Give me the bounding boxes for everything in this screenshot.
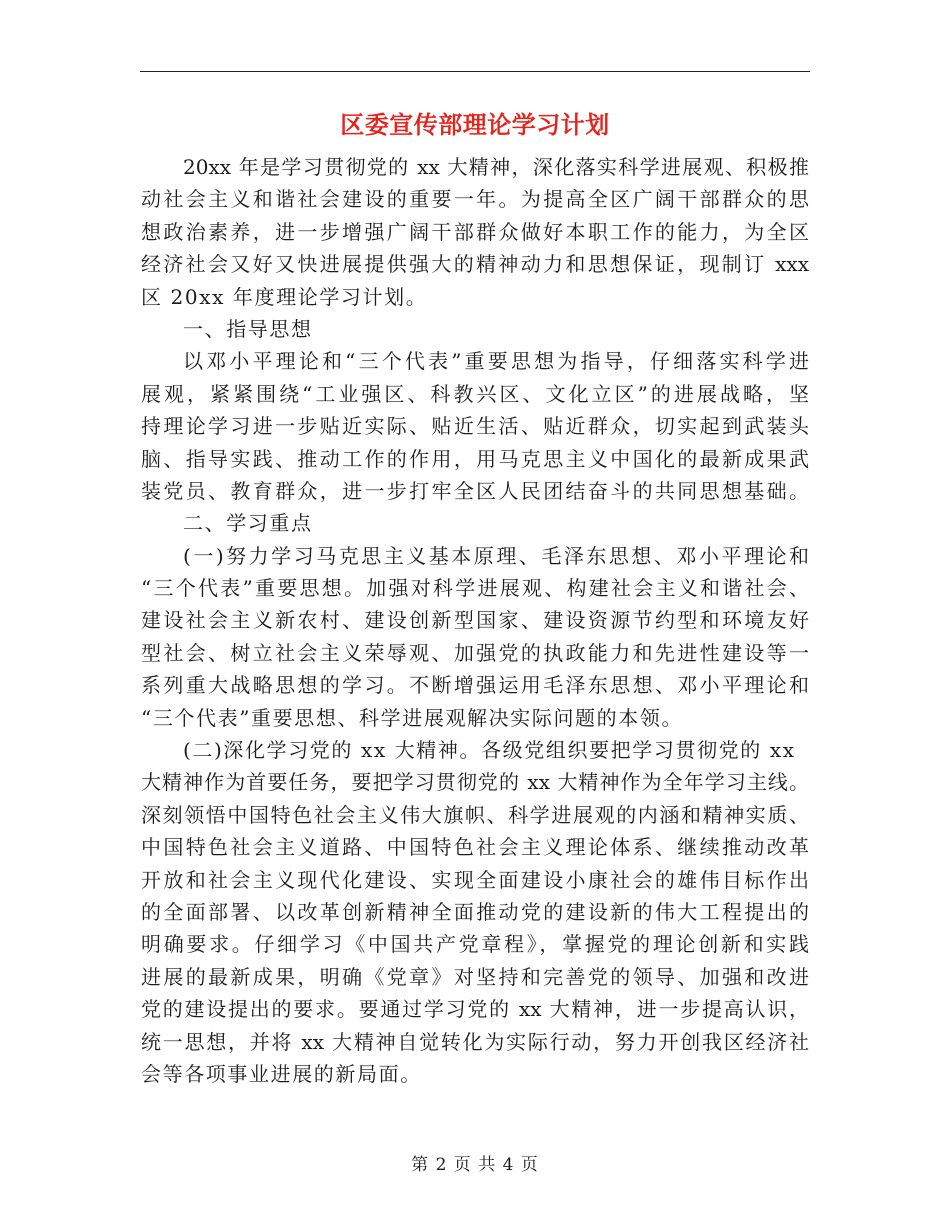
body-line: 展观，紧紧围绕“工业强区、科教兴区、文化立区”的进展战略，坚 [141, 381, 809, 406]
body-line: 统一思想，并将 xx 大精神自觉转化为实际行动，努力开创我区经济社 [141, 1029, 809, 1054]
body-line: 装党员、教育群众，进一步打牢全区人民团结奋斗的共同思想基础。 [141, 478, 809, 503]
body-line: 深刻领悟中国特色社会主义伟大旗帜、科学进展观的内涵和精神实质、 [141, 802, 809, 827]
document-title: 区委宣传部理论学习计划 [340, 110, 610, 139]
body-line: (一)努力学习马克思主义基本原理、毛泽东思想、邓小平理论和 [183, 543, 809, 568]
body-line: 系列重大战略思想的学习。不断增强运用毛泽东思想、邓小平理论和 [141, 673, 809, 698]
body-line: (二)深化学习党的 xx 大精神。各级党组织要把学习贯彻党的 xx [183, 738, 796, 763]
body-line: 经济社会又好又快进展提供强大的精神动力和思想保证，现制订 xxx [141, 252, 809, 277]
paragraph-guiding-thought [141, 345, 809, 507]
body-line: 明确要求。仔细学习《中国共产党章程》，掌握党的理论创新和实践 [141, 932, 809, 957]
paragraph-intro [141, 151, 809, 313]
document-body [141, 151, 809, 1090]
body-line: 党的建设提出的要求。要通过学习党的 xx 大精神，进一步提高认识， [141, 997, 809, 1022]
paragraph-focus-one [141, 540, 809, 734]
body-line: 动社会主义和谐社会建设的重要一年。为提高全区广阔干部群众的思 [141, 187, 809, 212]
body-line: 会等各项事业进展的新局面。 [141, 1061, 422, 1086]
body-line: 区 20xx 年度理论学习计划。 [141, 284, 428, 309]
body-line: 持理论学习进一步贴近实际、贴近生活、贴近群众，切实起到武装头 [141, 414, 809, 439]
section-heading-text: 二、学习重点 [183, 511, 313, 536]
body-line: 开放和社会主义现代化建设、实现全面建设小康社会的雄伟目标作出 [141, 867, 809, 892]
body-line: 的全面部署、以改革创新精神全面推动党的建设新的伟大工程提出的 [141, 899, 809, 924]
section-heading-text: 一、指导思想 [183, 316, 313, 341]
body-line: 20xx 年是学习贯彻党的 xx 大精神，深化落实科学进展观、积极推 [183, 155, 809, 179]
section-heading [141, 507, 809, 539]
body-line: 进展的最新成果，明确《党章》对坚持和完善党的领导、加强和改进 [141, 964, 809, 989]
page-number-footer: 第 2 页 共 4 页 [411, 1155, 539, 1175]
body-line: 想政治素养，进一步增强广阔干部群众做好本职工作的能力，为全区 [141, 219, 809, 244]
header-rule [140, 71, 810, 72]
body-line: 中国特色社会主义道路、中国特色社会主义理论体系、继续推动改革 [141, 835, 809, 860]
body-line: 大精神作为首要任务，要把学习贯彻党的 xx 大精神作为全年学习主线。 [141, 770, 809, 795]
body-line: “三个代表”重要思想。加强对科学进展观、构建社会主义和谐社会、 [141, 576, 809, 601]
body-line: 建设社会主义新农村、建设创新型国家、建设资源节约型和环境友好 [141, 608, 809, 633]
paragraph-focus-two [141, 734, 809, 1090]
body-line: “三个代表”重要思想、科学进展观解决实际问题的本领。 [141, 705, 684, 730]
body-line: 脑、指导实践、推动工作的作用，用马克思主义中国化的最新成果武 [141, 446, 809, 471]
section-heading [141, 313, 809, 345]
body-line: 型社会、树立社会主义荣辱观、加强党的执政能力和先进性建设等一 [141, 640, 809, 665]
body-line: 以邓小平理论和“三个代表”重要思想为指导，仔细落实科学进 [183, 349, 809, 374]
